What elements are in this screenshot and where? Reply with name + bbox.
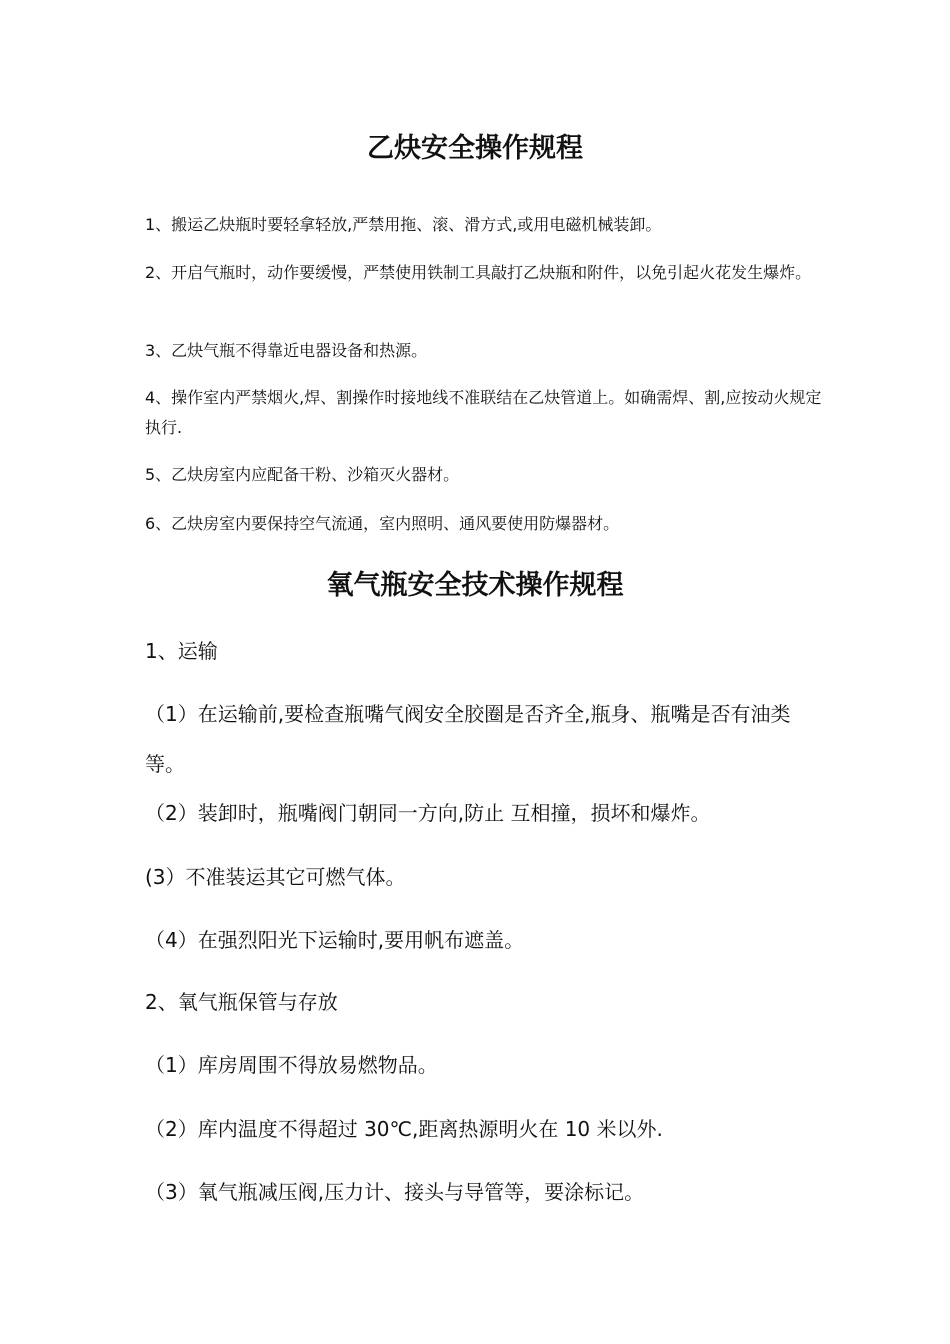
- oxygen-transport-rule-2: （2）装卸时，瓶嘴阀门朝同一方向,防止 互相撞，损坏和爆炸。: [145, 801, 711, 825]
- oxygen-transport-rule-1: （1）在运输前,要检查瓶嘴气阀安全胶圈是否齐全,瓶身、瓶嘴是否有油类等。: [145, 702, 791, 776]
- oxygen-heading-transport: 1、运输: [145, 639, 218, 663]
- acetylene-rule-6: 6、乙炔房室内要保持空气流通，室内照明、通风要使用防爆器材。: [145, 514, 620, 533]
- oxygen-transport-rule-3: (3）不准装运其它可燃气体。: [145, 865, 406, 889]
- oxygen-storage-rule-1: （1）库房周围不得放易燃物品。: [145, 1053, 438, 1077]
- acetylene-rule-4: 4、操作室内严禁烟火,焊、割操作时接地线不准联结在乙炔管道上。如确需焊、割,应按动火规定执行.: [145, 388, 822, 437]
- acetylene-rule-3: 3、乙炔气瓶不得靠近电器设备和热源。: [145, 341, 428, 360]
- oxygen-title: 氧气瓶安全技术操作规程: [326, 570, 624, 601]
- acetylene-rule-5: 5、乙炔房室内应配备干粉、沙箱灭火器材。: [145, 465, 460, 484]
- acetylene-title: 乙炔安全操作规程: [367, 133, 583, 164]
- oxygen-storage-rule-2: （2）库内温度不得超过 30℃,距离热源明火在 10 米以外.: [145, 1117, 663, 1141]
- oxygen-transport-rule-4: （4）在强烈阳光下运输时,要用帆布遮盖。: [145, 928, 525, 952]
- acetylene-rule-1: 1、搬运乙炔瓶时要轻拿轻放,严禁用拖、滚、滑方式,或用电磁机械装卸。: [145, 215, 662, 234]
- acetylene-rule-2: 2、开启气瓶时，动作要缓慢，严禁使用铁制工具敲打乙炔瓶和附件，以免引起火花发生爆炸。: [145, 263, 812, 282]
- oxygen-storage-rule-3: （3）氧气瓶减压阀,压力计、接头与导管等，要涂标记。: [145, 1180, 645, 1204]
- oxygen-heading-storage: 2、氧气瓶保管与存放: [145, 990, 338, 1014]
